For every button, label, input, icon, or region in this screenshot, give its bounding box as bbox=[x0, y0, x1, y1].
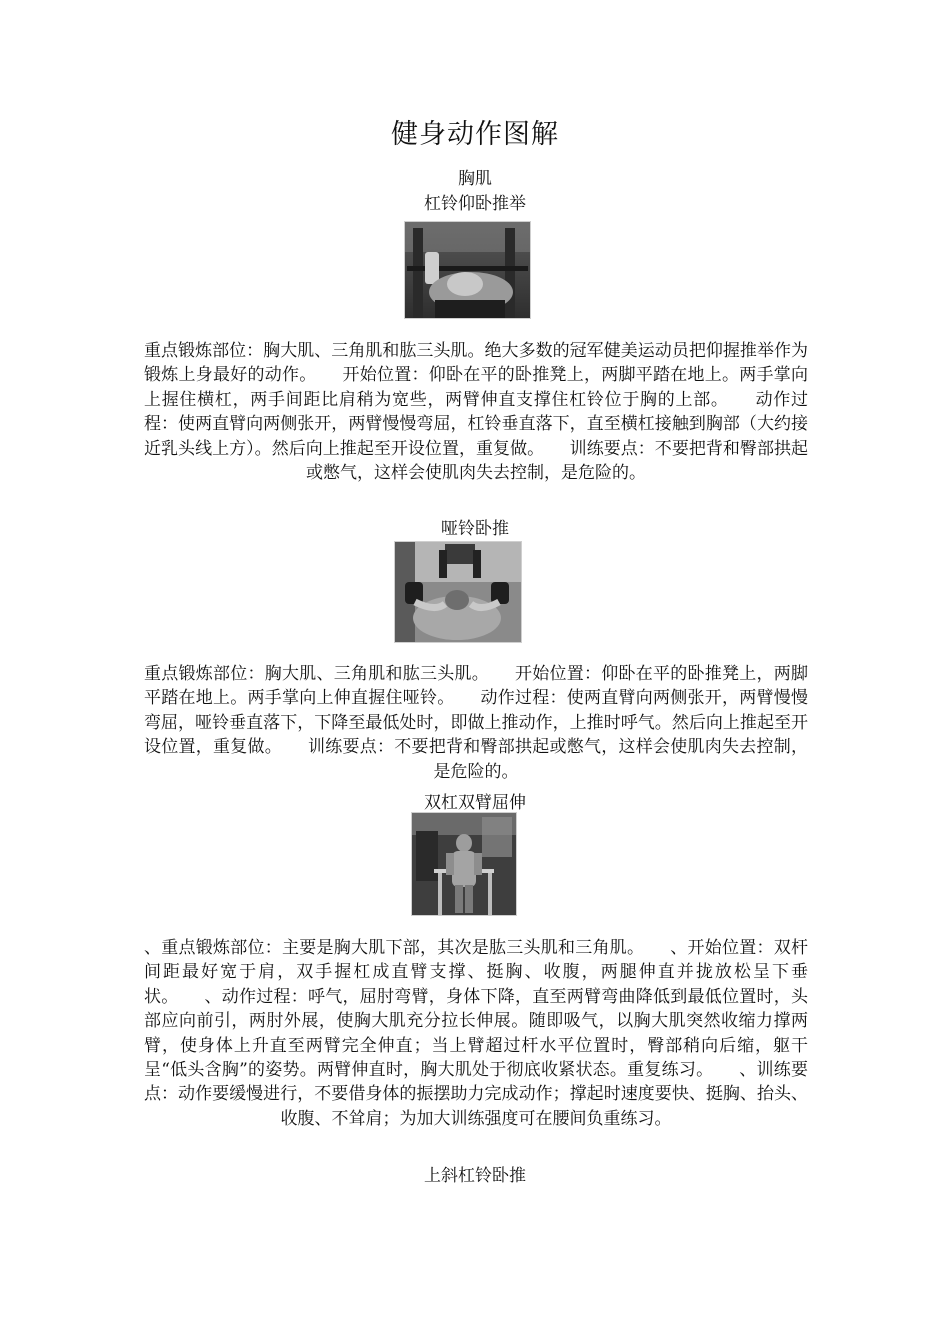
exercise-title-barbell-bench-press: 杠铃仰卧推举 bbox=[424, 194, 526, 214]
page-title: 健身动作图解 bbox=[391, 119, 559, 150]
dumbbell-bench-press-photo bbox=[394, 541, 522, 643]
dumbbell-bench-press-description: 重点锻炼部位：胸大肌、三角肌和肱三头肌。 开始位置：仰卧在平的卧推凳上，两脚平踏在地上。两手掌向上伸直握住哑铃。 动作过程：使两直臂向两侧张开，两臂慢慢弯屈，哑铃垂直落下，下降至最低处时，即做上推动作，上推时呼气。然后向上推起至开设位置，重复做。 训练要点：不要把背和臀部拱起或憋气，这样会使肌肉失去控制，是危险的。 bbox=[144, 664, 808, 782]
parallel-bar-dips-description: 、重点锻炼部位：主要是胸大肌下部，其次是肱三头肌和三角肌。 、开始位置：双杆间距最好宽于肩，双手握杠成直臂支撑、挺胸、收腹，两腿伸直并拢放松呈下垂状。 、动作过程：呼气，屈肘弯臂，身体下降，直至两臂弯曲降低到最低位置时，头部应向前引，两肘外展，使胸大肌充分拉长伸展。随即吸气，以胸大肌突然收缩力撑两臂，使身体上升直至两臂完全伸直；当上臂超过杆水平位置时，臀部稍向后缩，躯干呈“低头含胸”的姿势。两臂伸直时，胸大肌处于彻底收紧状态。重复练习。 、训练要点：动作要缓慢进行，不要借身体的振摆助力完成动作；撑起时速度要快、挺胸、抬头、收腹、不耸肩；为加大训练强度可在腰间负重练习。 bbox=[144, 938, 808, 1129]
exercise-title-incline-barbell-bench-press: 上斜杠铃卧推 bbox=[424, 1166, 526, 1186]
barbell-bench-press-description: 重点锻炼部位：胸大肌、三角肌和肱三头肌。绝大多数的冠军健美运动员把仰握推举作为锻炼上身最好的动作。 开始位置：仰卧在平的卧推凳上，两脚平踏在地上。两手掌向上握住横杠，两手间距比肩稍为宽些，两臂伸直支撑住杠铃位于胸的上部。 动作过程：使两直臂向两侧张开，两臂慢慢弯屈，杠铃垂直落下，直至横杠接触到胸部（大约接近乳头线上方）。然后向上推起至开设位置，重复做。 训练要点：不要把背和臀部拱起或憋气，这样会使肌肉失去控制，是危险的。 bbox=[144, 341, 808, 484]
barbell-bench-press-photo bbox=[404, 221, 531, 319]
exercise-title-parallel-bar-dips: 双杠双臂屈伸 bbox=[424, 793, 526, 813]
section-title: 胸肌 bbox=[458, 169, 492, 189]
exercise-title-dumbbell-bench-press: 哑铃卧推 bbox=[441, 519, 509, 539]
parallel-bar-dips-photo bbox=[411, 812, 517, 916]
